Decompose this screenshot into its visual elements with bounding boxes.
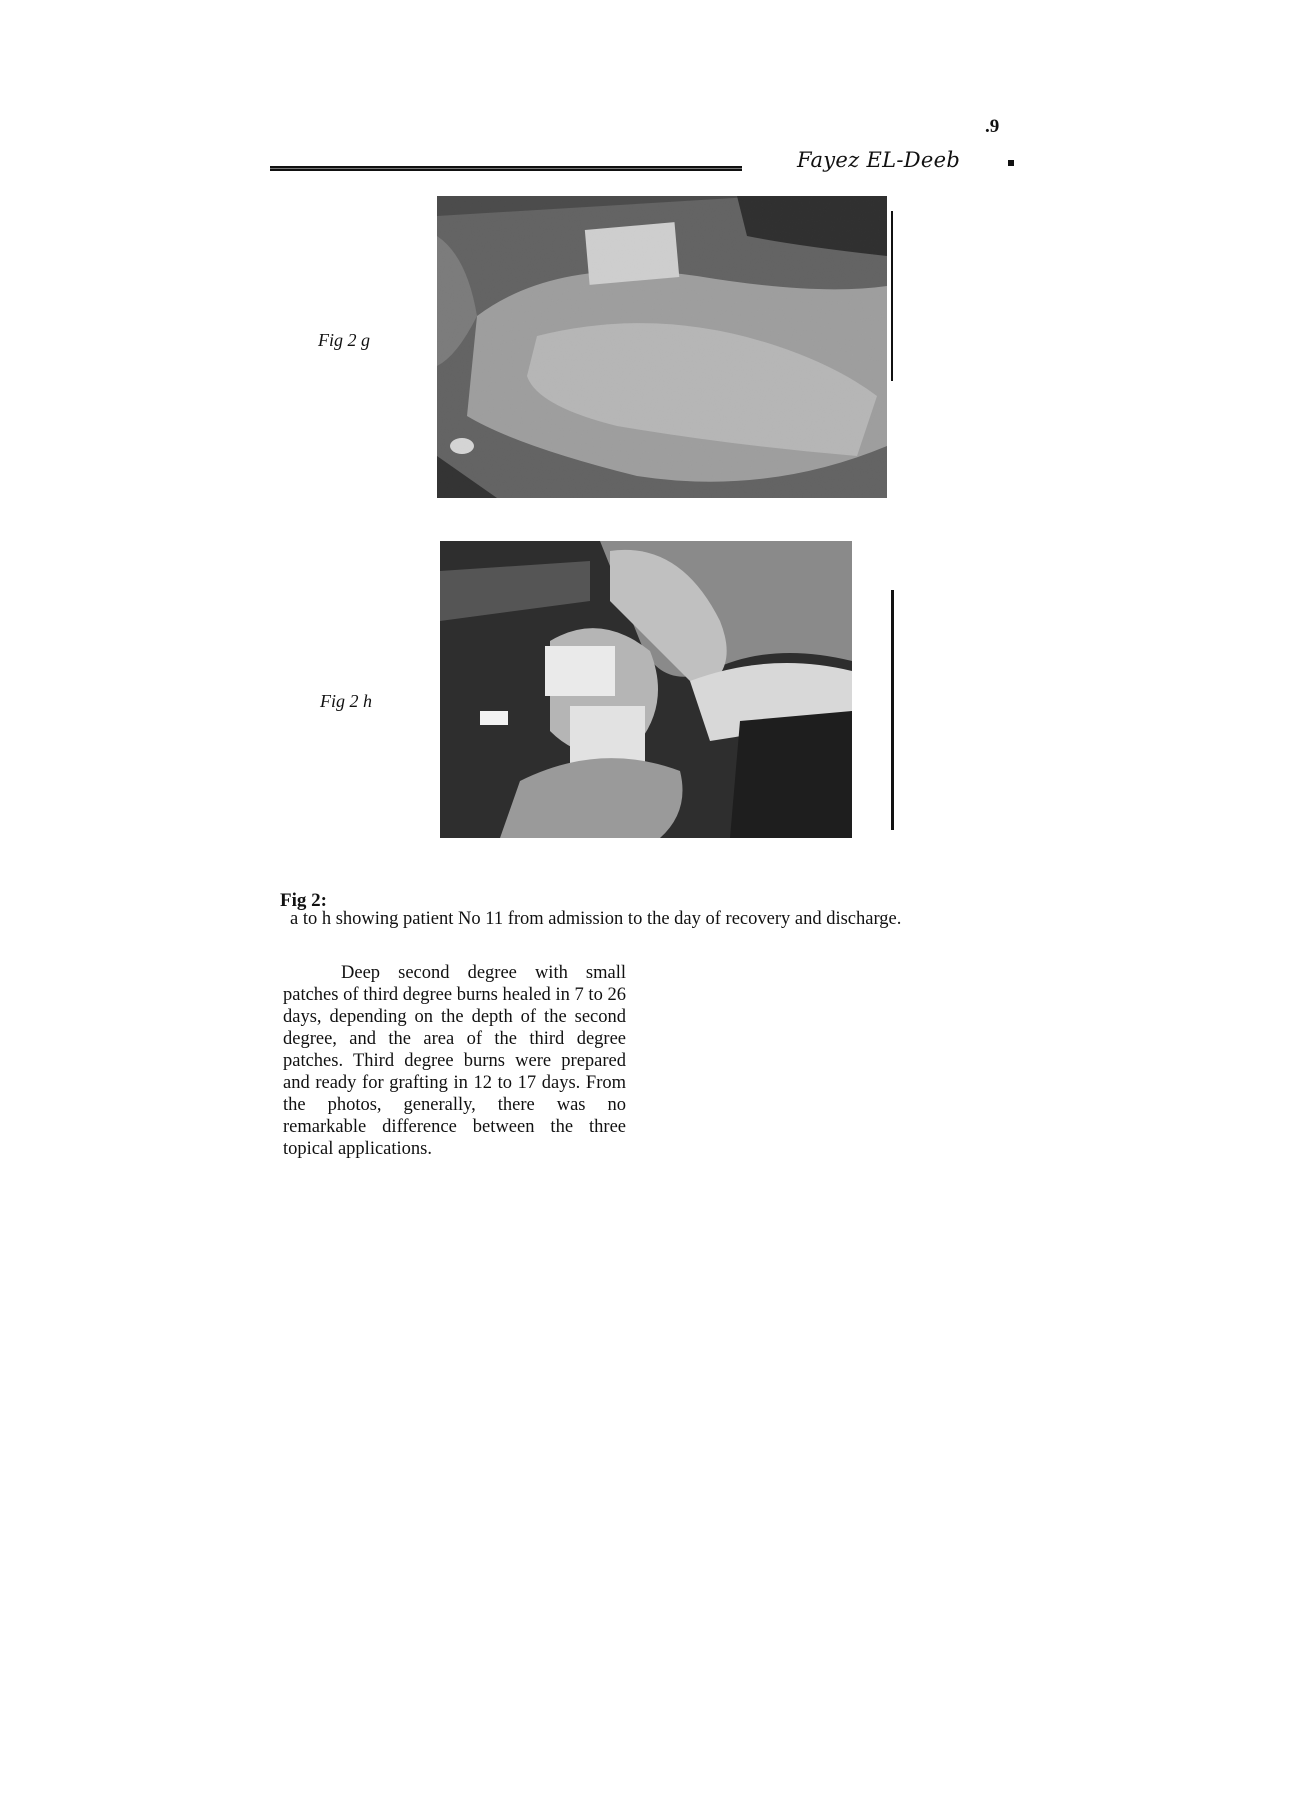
figure-photo-g bbox=[437, 196, 887, 498]
photo-edge-line-h bbox=[891, 590, 894, 830]
figure-label-g: Fig 2 g bbox=[318, 330, 370, 350]
figure-caption-text: a to h showing patient No 11 from admission to the day of recovery and discharge. bbox=[290, 909, 902, 929]
figure-photo-h bbox=[440, 541, 852, 838]
header-rule bbox=[270, 166, 742, 173]
header-mark bbox=[1008, 160, 1014, 166]
photo-edge-line-g bbox=[891, 211, 893, 381]
running-header-author: Fayez EL-Deeb bbox=[797, 148, 961, 172]
page-number: .9 bbox=[985, 116, 1000, 137]
figure-label-h: Fig 2 h bbox=[320, 691, 372, 711]
figure-caption-title: Fig 2: bbox=[280, 890, 327, 911]
body-paragraph: Deep second degree with small patches of third degree burns healed in 7 to 26 days, depending on the depth of the second degree, and the area of the third degree patches. Third degree burns were prepared and ready for grafting in 12 to 17 days. From the photos, generally, there was no remarkable difference between the three topical applications. bbox=[283, 963, 626, 1159]
